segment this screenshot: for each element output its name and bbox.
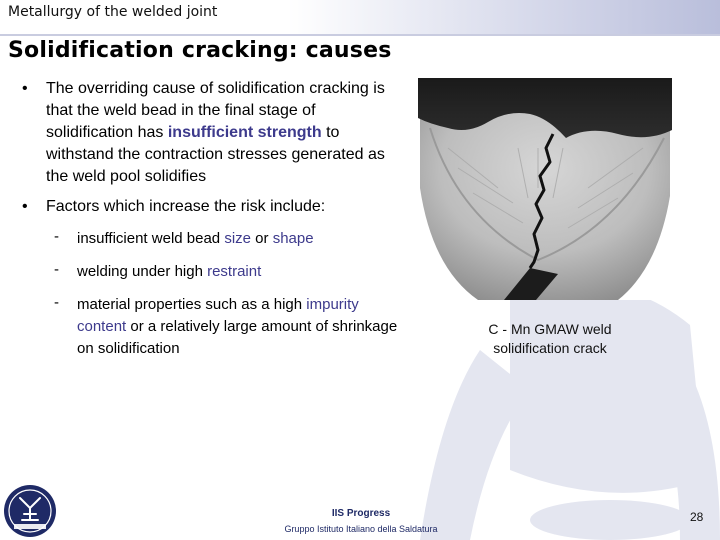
sub-bullet-text: insufficient weld bead: [77, 230, 225, 247]
footer-org: IIS Progress: [331, 508, 391, 519]
footer-subtitle: Gruppo Istituto Italiano della Saldatura: [284, 524, 438, 534]
iis-logo-icon: [2, 484, 58, 538]
sub-bullet-text: welding under high: [77, 263, 208, 280]
sub-bullet-text: or a relatively large amount of shrinkage on solidification: [77, 318, 398, 357]
caption-line: C - Mn GMAW weld: [488, 321, 612, 337]
bullet-item: [22, 78, 406, 188]
page-number: 28: [690, 510, 704, 524]
bullet-dot-icon: •: [22, 80, 28, 97]
bullet-text: Factors which increase the risk include:: [46, 198, 326, 215]
sub-bullet-highlight: impurity content: [77, 296, 359, 335]
figure-caption: [440, 320, 660, 358]
slide-title: Solidification cracking: causes: [8, 38, 392, 63]
sub-bullet-item: [22, 228, 406, 250]
bullet-text-cont: to withstand the contraction stresses generated as the weld pool solidifies: [46, 124, 385, 185]
bullet-dot-icon: •: [22, 198, 28, 215]
sub-bullet-highlight: shape: [272, 230, 314, 247]
sub-bullet-item: [22, 261, 406, 283]
sub-bullet-dash-icon: -: [54, 294, 59, 311]
sub-bullet-dash-icon: -: [54, 228, 59, 245]
bullet-text: The overriding cause of solidification cracking is that the weld bead in the final stage of solidification has: [46, 80, 385, 141]
sub-bullet-item: [22, 294, 406, 360]
sub-bullet-dash-icon: -: [54, 261, 59, 278]
weld-crack-micrograph: [418, 78, 672, 300]
header-divider: [0, 34, 720, 36]
footer: [238, 508, 484, 534]
caption-line: solidification crack: [493, 340, 607, 356]
bullet-list: [22, 78, 406, 371]
sub-bullet-highlight: size: [224, 230, 252, 247]
bullet-item: [22, 196, 406, 218]
sub-bullet-text: material properties such as a high: [77, 296, 307, 313]
sub-bullet-highlight: restraint: [207, 263, 262, 280]
bullet-highlight: insufficient strength: [167, 124, 322, 141]
sub-bullet-text: or: [251, 230, 273, 247]
section-title: Metallurgy of the welded joint: [8, 4, 218, 20]
